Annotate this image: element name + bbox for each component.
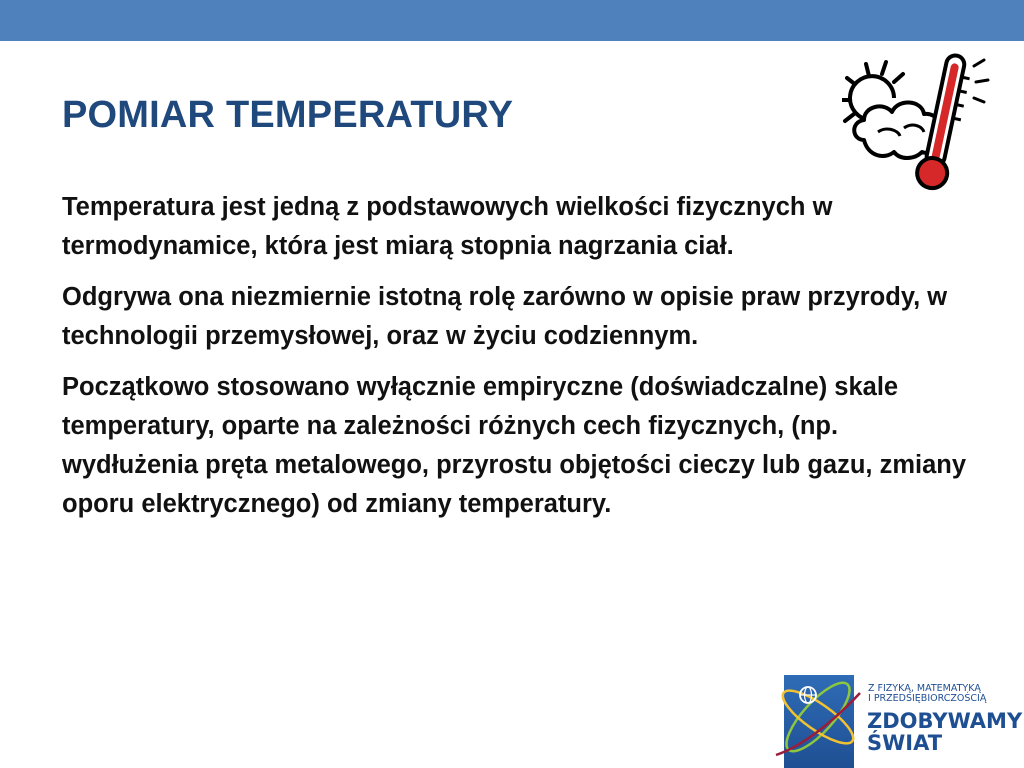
logo-name-line1: ZDOBYWAMY [867,709,1023,733]
logo-tagline [868,684,986,704]
top-accent-bar [0,0,1024,41]
paragraph-history: Początkowo stosowano wyłącznie empiryczne (doświadczalne) skale temperatury, oparte na zależności różnych cech fizycznych, (np. wydłużenia pręta metalowego, przyrostu objętości cieczy lub gazu, zmiany oporu elektrycznego) od zmiany temperatury. [62,373,967,518]
project-logo [770,655,1024,768]
logo-tagline-line1: Z FIZYKĄ, MATEMATYKĄ [868,683,981,694]
paragraph-definition: Temperatura jest jedną z podstawowych wielkości fizycznych w termodynamice, która jest miarą stopnia nagrzania ciał. [62,193,833,260]
logo-tagline-line2: I PRZEDSIĘBIORCZOŚCIĄ [868,693,987,704]
logo-name-line2: ŚWIAT [867,731,943,755]
logo-name [867,710,1022,754]
slide-body [62,188,967,536]
paragraph-importance: Odgrywa ona niezmiernie istotną rolę zarówno w opisie praw przyrody, w technologii przemysłowej, oraz w życiu codziennym. [62,283,948,350]
slide-title: POMIAR TEMPERATURY [62,94,514,136]
sun-cloud-thermometer-icon [842,52,992,194]
